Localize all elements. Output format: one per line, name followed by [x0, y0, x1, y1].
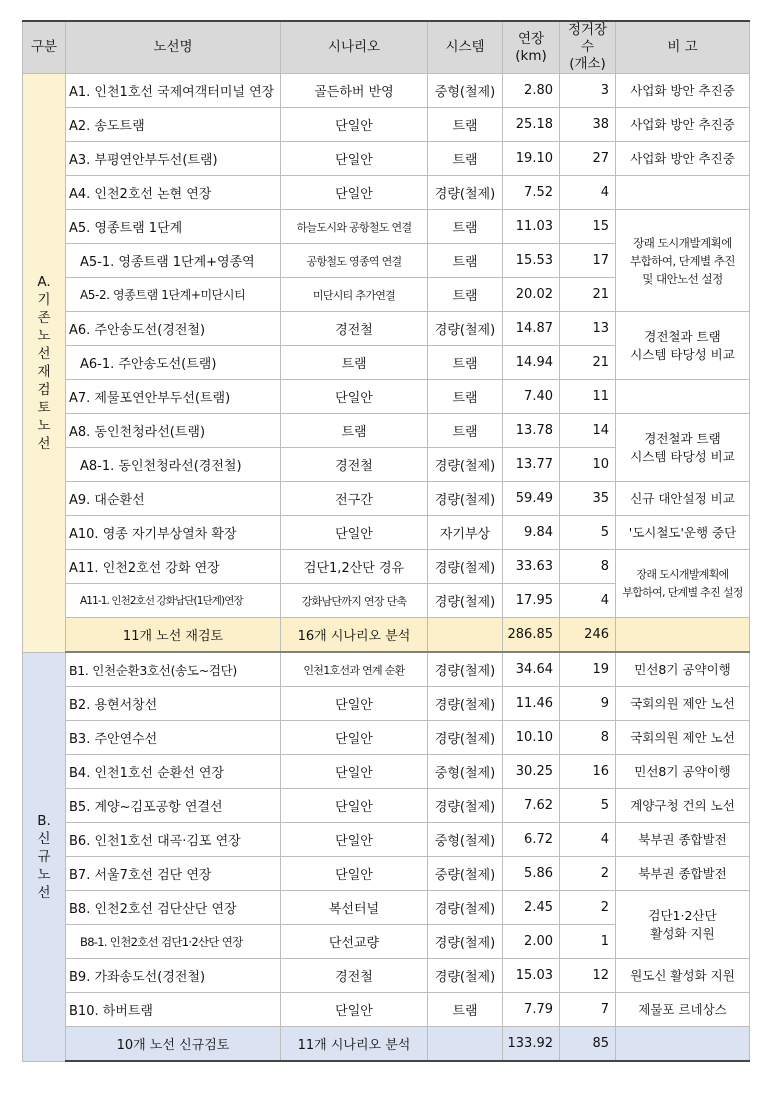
- stations: 12: [560, 959, 616, 993]
- stations: 9: [560, 687, 616, 721]
- route-table-container: [22, 20, 749, 1062]
- length: 11.46: [503, 687, 560, 721]
- table-row: [23, 721, 750, 755]
- header-length: 연장 (km): [503, 21, 560, 74]
- route-name: A2. 송도트램: [66, 108, 281, 142]
- route-name: A8. 동인천청라선(트램): [66, 414, 281, 448]
- route-name: A6-1. 주안송도선(트램): [66, 346, 281, 380]
- length: 13.78: [503, 414, 560, 448]
- system: 경량(철제): [428, 312, 503, 346]
- subtotal-route: 10개 노선 신규검토: [66, 1027, 281, 1062]
- stations: 13: [560, 312, 616, 346]
- system: 트램: [428, 278, 503, 312]
- length: 7.52: [503, 176, 560, 210]
- stations: 19: [560, 652, 616, 687]
- scenario: 단일안: [281, 755, 428, 789]
- route-name: B8. 인천2호선 검단산단 연장: [66, 891, 281, 925]
- scenario: 검단1,2산단 경유: [281, 550, 428, 584]
- scenario: 골든하버 반영: [281, 74, 428, 108]
- length: 30.25: [503, 755, 560, 789]
- stations: 11: [560, 380, 616, 414]
- subtotal-length: 133.92: [503, 1027, 560, 1062]
- stations: 3: [560, 74, 616, 108]
- system: 자기부상: [428, 516, 503, 550]
- system: 경량(철제): [428, 789, 503, 823]
- system: 트램: [428, 346, 503, 380]
- route-name: A11. 인천2호선 강화 연장: [66, 550, 281, 584]
- stations: 7: [560, 993, 616, 1027]
- system: 트램: [428, 244, 503, 278]
- route-name: B10. 하버트램: [66, 993, 281, 1027]
- length: 33.63: [503, 550, 560, 584]
- scenario: 단일안: [281, 516, 428, 550]
- scenario: 단일안: [281, 687, 428, 721]
- scenario: 단일안: [281, 993, 428, 1027]
- table-row: [23, 959, 750, 993]
- route-name: A6. 주안송도선(경전철): [66, 312, 281, 346]
- remark: '도시철도'운행 중단: [616, 516, 750, 550]
- scenario: 전구간: [281, 482, 428, 516]
- length: 6.72: [503, 823, 560, 857]
- table-row: [23, 789, 750, 823]
- remark-a8-group: 경전철과 트램 시스템 타당성 비교: [616, 414, 750, 482]
- system: 경량(철제): [428, 482, 503, 516]
- route-name: B7. 서울7호선 검단 연장: [66, 857, 281, 891]
- system: 경량(철제): [428, 176, 503, 210]
- length: 17.95: [503, 584, 560, 618]
- route-name: A3. 부평연안부두선(트램): [66, 142, 281, 176]
- route-name: B3. 주안연수선: [66, 721, 281, 755]
- stations: 10: [560, 448, 616, 482]
- scenario: 복선터널: [281, 891, 428, 925]
- subtotal-system: [428, 618, 503, 653]
- length: 15.03: [503, 959, 560, 993]
- length: 7.79: [503, 993, 560, 1027]
- scenario: 단일안: [281, 823, 428, 857]
- system: 경량(철제): [428, 925, 503, 959]
- table-row: [23, 74, 750, 108]
- length: 15.53: [503, 244, 560, 278]
- table-row: [23, 482, 750, 516]
- scenario: 단일안: [281, 176, 428, 210]
- stations: 14: [560, 414, 616, 448]
- remark: [616, 176, 750, 210]
- length: 14.87: [503, 312, 560, 346]
- system: 경량(철제): [428, 584, 503, 618]
- table-row: [23, 891, 750, 925]
- remark: 민선8기 공약이행: [616, 755, 750, 789]
- group-b-label: B. 신 규 노 선: [23, 652, 66, 1061]
- stations: 35: [560, 482, 616, 516]
- scenario: 단일안: [281, 857, 428, 891]
- stations: 21: [560, 346, 616, 380]
- subtotal-stations: 85: [560, 1027, 616, 1062]
- table-row: [23, 550, 750, 584]
- header-system: 시스템: [428, 21, 503, 74]
- scenario: 인천1호선과 연계 순환: [281, 652, 428, 687]
- system: 경량(철제): [428, 721, 503, 755]
- route-name: A5-1. 영종트램 1단계+영종역: [66, 244, 281, 278]
- subtotal-remark: [616, 618, 750, 653]
- stations: 17: [560, 244, 616, 278]
- subtotal-row-b: [23, 1027, 750, 1062]
- route-name: B6. 인천1호선 대곡·김포 연장: [66, 823, 281, 857]
- remark-b8-group: 검단1·2산단 활성화 지원: [616, 891, 750, 959]
- length: 25.18: [503, 108, 560, 142]
- scenario: 하늘도시와 공항철도 연결: [281, 210, 428, 244]
- scenario: 트램: [281, 346, 428, 380]
- remark: 북부권 종합발전: [616, 857, 750, 891]
- table-row: [23, 108, 750, 142]
- remark: 계양구청 건의 노선: [616, 789, 750, 823]
- system: 트램: [428, 993, 503, 1027]
- header-stations: 정거장수 (개소): [560, 21, 616, 74]
- remark: 원도신 활성화 지원: [616, 959, 750, 993]
- length: 7.40: [503, 380, 560, 414]
- scenario: 경전철: [281, 448, 428, 482]
- scenario: 단일안: [281, 142, 428, 176]
- header-remarks: 비 고: [616, 21, 750, 74]
- scenario: 단일안: [281, 380, 428, 414]
- length: 10.10: [503, 721, 560, 755]
- system: 경량(철제): [428, 448, 503, 482]
- table-row: [23, 380, 750, 414]
- table-row: [23, 755, 750, 789]
- route-name: A5. 영종트램 1단계: [66, 210, 281, 244]
- system: 경량(철제): [428, 550, 503, 584]
- stations: 2: [560, 857, 616, 891]
- route-name: A5-2. 영종트램 1단계+미단시티: [66, 278, 281, 312]
- system: 경량(철제): [428, 652, 503, 687]
- remark: [616, 380, 750, 414]
- table-row: [23, 210, 750, 244]
- remark: 북부권 종합발전: [616, 823, 750, 857]
- table-row: [23, 414, 750, 448]
- table-row: [23, 176, 750, 210]
- stations: 8: [560, 721, 616, 755]
- stations: 5: [560, 516, 616, 550]
- length: 19.10: [503, 142, 560, 176]
- table-row: [23, 993, 750, 1027]
- remark: 사업화 방안 추진중: [616, 108, 750, 142]
- subtotal-scenario: 16개 시나리오 분석: [281, 618, 428, 653]
- stations: 21: [560, 278, 616, 312]
- scenario: 공항철도 영종역 연결: [281, 244, 428, 278]
- header-scenario: 시나리오: [281, 21, 428, 74]
- stations: 4: [560, 584, 616, 618]
- table-row: [23, 516, 750, 550]
- route-name: B2. 용현서창선: [66, 687, 281, 721]
- scenario: 트램: [281, 414, 428, 448]
- stations: 16: [560, 755, 616, 789]
- scenario: 단일안: [281, 721, 428, 755]
- subtotal-scenario: 11개 시나리오 분석: [281, 1027, 428, 1062]
- route-name: A1. 인천1호선 국제여객터미널 연장: [66, 74, 281, 108]
- length: 11.03: [503, 210, 560, 244]
- system: 트램: [428, 108, 503, 142]
- table-row: [23, 823, 750, 857]
- subtotal-stations: 246: [560, 618, 616, 653]
- length: 34.64: [503, 652, 560, 687]
- length: 20.02: [503, 278, 560, 312]
- remark: 사업화 방안 추진중: [616, 74, 750, 108]
- remark: 제물포 르네상스: [616, 993, 750, 1027]
- route-name: B1. 인천순환3호선(송도~검단): [66, 652, 281, 687]
- route-table: [22, 20, 750, 1062]
- scenario: 단일안: [281, 789, 428, 823]
- header-category: 구분: [23, 21, 66, 74]
- route-name: A9. 대순환선: [66, 482, 281, 516]
- scenario: 단선교량: [281, 925, 428, 959]
- stations: 4: [560, 823, 616, 857]
- system: 트램: [428, 414, 503, 448]
- system: 트램: [428, 210, 503, 244]
- system: 경량(철제): [428, 959, 503, 993]
- length: 59.49: [503, 482, 560, 516]
- scenario: 경전철: [281, 312, 428, 346]
- subtotal-length: 286.85: [503, 618, 560, 653]
- length: 5.86: [503, 857, 560, 891]
- length: 2.80: [503, 74, 560, 108]
- route-name: B9. 가좌송도선(경전철): [66, 959, 281, 993]
- stations: 8: [560, 550, 616, 584]
- subtotal-row-a: [23, 618, 750, 653]
- length: 14.94: [503, 346, 560, 380]
- length: 2.45: [503, 891, 560, 925]
- system: 트램: [428, 380, 503, 414]
- scenario: 단일안: [281, 108, 428, 142]
- route-name: A11-1. 인천2호선 강화남단(1단계)연장: [66, 584, 281, 618]
- stations: 5: [560, 789, 616, 823]
- stations: 1: [560, 925, 616, 959]
- route-name: B8-1. 인천2호선 검단1·2산단 연장: [66, 925, 281, 959]
- group-a-label: A. 기 존 노 선 재 검 토 노 선: [23, 74, 66, 653]
- route-name: A8-1. 동인천청라선(경전철): [66, 448, 281, 482]
- table-row: [23, 652, 750, 687]
- remark-a6-group: 경전철과 트램 시스템 타당성 비교: [616, 312, 750, 380]
- header-row: [23, 21, 750, 74]
- remark-a11-group: 장래 도시개발계획에 부합하여, 단계별 추진 설정: [616, 550, 750, 618]
- route-name: B4. 인천1호선 순환선 연장: [66, 755, 281, 789]
- route-name: A7. 제물포연안부두선(트램): [66, 380, 281, 414]
- table-row: [23, 312, 750, 346]
- subtotal-system: [428, 1027, 503, 1062]
- route-name: A4. 인천2호선 논현 연장: [66, 176, 281, 210]
- remark: 국회의원 제안 노선: [616, 687, 750, 721]
- route-name: B5. 계양~김포공항 연결선: [66, 789, 281, 823]
- length: 9.84: [503, 516, 560, 550]
- stations: 15: [560, 210, 616, 244]
- length: 7.62: [503, 789, 560, 823]
- system: 경량(철제): [428, 891, 503, 925]
- remark: 국회의원 제안 노선: [616, 721, 750, 755]
- remark: 민선8기 공약이행: [616, 652, 750, 687]
- scenario: 미단시티 추가연결: [281, 278, 428, 312]
- scenario: 경전철: [281, 959, 428, 993]
- length: 13.77: [503, 448, 560, 482]
- stations: 27: [560, 142, 616, 176]
- system: 중형(철제): [428, 74, 503, 108]
- system: 경량(철제): [428, 687, 503, 721]
- system: 중형(철제): [428, 823, 503, 857]
- remark-a5-group: 장래 도시개발계획에 부합하여, 단계별 추진 및 대안노선 설정: [616, 210, 750, 312]
- system: 중형(철제): [428, 755, 503, 789]
- route-name: A10. 영종 자기부상열차 확장: [66, 516, 281, 550]
- remark: 사업화 방안 추진중: [616, 142, 750, 176]
- system: 트램: [428, 142, 503, 176]
- stations: 2: [560, 891, 616, 925]
- header-route: 노선명: [66, 21, 281, 74]
- subtotal-remark: [616, 1027, 750, 1062]
- system: 중량(철제): [428, 857, 503, 891]
- stations: 4: [560, 176, 616, 210]
- length: 2.00: [503, 925, 560, 959]
- stations: 38: [560, 108, 616, 142]
- scenario: 강화남단까지 연장 단축: [281, 584, 428, 618]
- subtotal-route: 11개 노선 재검토: [66, 618, 281, 653]
- table-row: [23, 687, 750, 721]
- remark: 신규 대안설정 비교: [616, 482, 750, 516]
- table-row: [23, 142, 750, 176]
- table-row: [23, 857, 750, 891]
